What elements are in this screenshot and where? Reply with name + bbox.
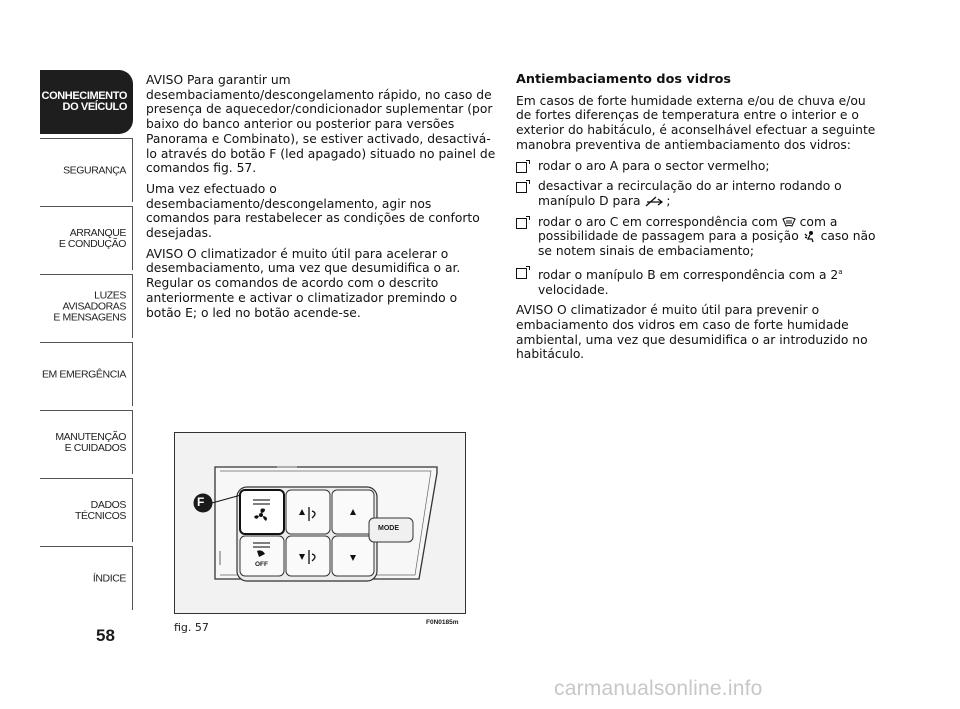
air-intake-external-icon [644, 195, 666, 208]
section-heading: Antiembaciamento dos vidros [516, 72, 732, 87]
sidebar-item-luzes[interactable] [40, 274, 133, 338]
sidebar-item-arranque[interactable] [40, 206, 133, 270]
right-text-column [516, 73, 876, 368]
paragraph: Em casos de forte humidade externa e/ou de chuva e/ou de fortes diferenças de temperatura entre o interior e o exterior do habitáculo, é aconselhável efectuar a seguinte manobra preventiva de antiembaciamento dos vidros: [516, 93, 876, 152]
sidebar-item-conhecimento[interactable] [40, 70, 133, 134]
sidebar-item-indice[interactable] [40, 546, 133, 610]
sidebar-item-seguranca[interactable] [40, 138, 133, 202]
windscreen-defrost-icon [782, 216, 796, 228]
list-item: rodar o manípulo B em correspondência com a 2$^a$ velocidade. [516, 265, 876, 298]
paragraph: Uma vez efectuado o desembaciamento/descongelamento, agir nos comandos para restabelecer as condições de conforto desejadas. [146, 181, 480, 241]
left-text-column [146, 73, 496, 326]
callout-label-f: F [197, 495, 205, 509]
sidebar-item-manutencao[interactable] [40, 410, 133, 474]
sidebar-item-label: LUZES AVISADORAS E MENSAGENS [53, 289, 126, 323]
sidebar-item-label: ARRANQUE E CONDUÇÃO [58, 226, 126, 250]
sidebar-item-label: ÍNDICE [92, 572, 126, 584]
checkbox-bullet-icon [516, 162, 527, 173]
list-item: rodar o aro A para o sector vermelho; [516, 159, 876, 174]
watermark: carmanualsonline.info [554, 677, 763, 700]
figure-control-panel [174, 432, 466, 614]
control-panel-illustration [175, 433, 465, 613]
windscreen-feet-icon [803, 230, 817, 243]
checkbox-bullet-icon [516, 182, 527, 193]
chapter-sidebar [40, 70, 133, 614]
page-number: 58 [96, 626, 115, 645]
sidebar-item-dados[interactable] [40, 478, 133, 542]
sidebar-item-label: CONHECIMENTO DO VEÍCULO [41, 90, 127, 113]
fan-icon [259, 513, 263, 517]
paragraph: AVISO Para garantir um desembaciamento/descongelamento rápido, no caso de presença de aquecedor/condicionador suplementar (por baixo do banco anterior ou posterior para versões Panorama e Combinato), se estiver activado, desactivá-lo através do botão F (led apagado) situado no painel de comandos fig. 57. [146, 73, 496, 176]
sidebar-item-label: SEGURANÇA [63, 164, 126, 176]
sidebar-item-label: EM EMERGÊNCIA [41, 368, 126, 380]
mode-button-label: MODE [378, 525, 399, 532]
figure-code: F0N0185m [426, 619, 459, 626]
list-item: desactivar a recirculação do ar interno rodando o manípulo D para ; [516, 179, 876, 208]
paragraph: AVISO O climatizador é muito útil para prevenir o embaciamento dos vidros em caso de forte humidade ambiental, uma vez que desumidifica o ar introduzido no habitáculo. [516, 303, 868, 362]
figure-caption: fig. 57 [174, 621, 209, 634]
paragraph: AVISO O climatizador é muito útil para acelerar o desembaciamento, uma vez que desumidifica o ar. Regular os comandos de acordo com o descrito anteriormente e activar o climatizador premindo o botão E; o led no botão acende-se. [146, 246, 461, 320]
sidebar-item-emergencia[interactable] [40, 342, 133, 406]
checkbox-bullet-icon [516, 268, 527, 279]
sidebar-item-label: DADOS TÉCNICOS [74, 498, 126, 522]
off-label: OFF [255, 561, 268, 568]
sidebar-item-label: MANUTENÇÃO E CUIDADOS [55, 430, 126, 454]
list-item: rodar o aro C em correspondência com com a possibilidade de passagem para a posição caso não se notem sinais de embaciamento; [516, 215, 876, 259]
instruction-list [516, 159, 876, 298]
checkbox-bullet-icon [516, 218, 527, 229]
